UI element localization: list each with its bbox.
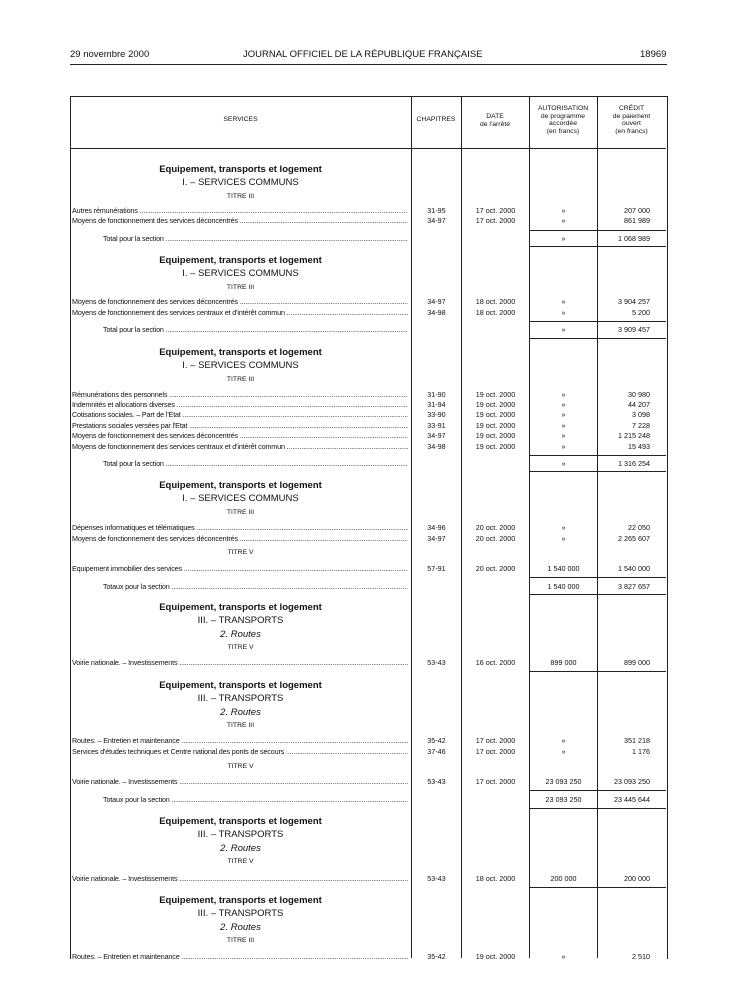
section-rule	[530, 471, 666, 472]
order-date: 17 oct. 2000	[475, 736, 516, 745]
section-rule	[530, 594, 666, 595]
order-date: 19 oct. 2000	[475, 390, 516, 399]
programme-authorisation: »	[561, 297, 566, 306]
subdivision-heading: 2. Routes	[220, 629, 261, 640]
col-header-services: SERVICES	[223, 116, 258, 123]
header-rule	[70, 64, 667, 65]
total-credit: 3 827 657	[618, 582, 650, 591]
programme-authorisation: »	[561, 421, 566, 430]
section-rule	[530, 671, 666, 672]
subdivision-heading: 2. Routes	[220, 707, 261, 718]
titre-heading: TITRE III	[226, 193, 255, 200]
payment-credit: 351 218	[624, 736, 650, 745]
order-date: 20 oct. 2000	[475, 534, 516, 543]
order-date: 16 oct. 2000	[475, 658, 516, 667]
total-credit: 1 068 989	[618, 234, 650, 243]
total-rule	[530, 577, 666, 578]
ministry-heading: Equipement, transports et logement	[159, 480, 322, 491]
journal-title: JOURNAL OFFICIEL DE LA RÉPUBLIQUE FRANÇAISE	[243, 49, 483, 60]
line-label: Prestations sociales versées par l'Etat .....	[72, 421, 408, 431]
programme-authorisation: »	[561, 390, 566, 399]
section-rule	[530, 338, 666, 339]
total-rule	[530, 321, 666, 322]
payment-credit: 200 000	[624, 874, 650, 883]
division-heading: I. – SERVICES COMMUNS	[182, 268, 299, 279]
total-rule	[530, 790, 666, 791]
order-date: 20 oct. 2000	[475, 523, 516, 532]
order-date: 19 oct. 2000	[475, 400, 516, 409]
col-header-chapitres: CHAPITRES	[416, 116, 456, 123]
payment-credit: 15 493	[628, 442, 650, 451]
chapter-number: 35-42	[427, 736, 446, 745]
col-header-date-line: DATE	[486, 113, 504, 120]
col-header-credit-line: ouvert	[622, 120, 641, 128]
order-date: 19 oct. 2000	[475, 410, 516, 419]
chapter-number: 34-97	[427, 431, 446, 440]
titre-heading: TITRE III	[226, 722, 255, 729]
programme-authorisation: »	[561, 431, 566, 440]
total-label: Total pour la section .....	[103, 459, 408, 469]
division-heading: I. – SERVICES COMMUNS	[182, 360, 299, 371]
programme-authorisation: »	[561, 534, 566, 543]
payment-credit: 1 215 248	[618, 431, 650, 440]
division-heading: III. – TRANSPORTS	[197, 615, 284, 626]
payment-credit: 3 904 257	[618, 297, 650, 306]
total-credit: 23 445 644	[614, 795, 650, 804]
chapter-number: 34-98	[427, 442, 446, 451]
chapter-number: 34-97	[427, 297, 446, 306]
chapter-number: 34-97	[427, 216, 446, 225]
payment-credit: 861 989	[624, 216, 650, 225]
col-header-autorisation-line: de programme	[540, 112, 586, 120]
titre-heading: TITRE III	[226, 284, 255, 291]
order-date: 17 oct. 2000	[475, 747, 516, 756]
titre-heading: TITRE III	[226, 376, 255, 383]
line-label: Routes. – Entretien et maintenance .....	[72, 952, 408, 962]
ministry-heading: Equipement, transports et logement	[159, 895, 322, 906]
payment-credit: 2 510	[632, 952, 650, 961]
order-date: 17 oct. 2000	[475, 216, 516, 225]
order-date: 19 oct. 2000	[475, 431, 516, 440]
chapter-number: 53-43	[427, 874, 446, 883]
total-credit: 1 316 254	[618, 459, 650, 468]
titre-heading: TITRE III	[226, 937, 255, 944]
programme-authorisation: 1 540 000	[547, 564, 580, 573]
ministry-heading: Equipement, transports et logement	[159, 602, 322, 613]
total-rule	[530, 455, 666, 456]
programme-authorisation: 899 000	[550, 658, 577, 667]
chapter-number: 53-43	[427, 658, 446, 667]
total-label: Totaux pour la section .....	[103, 582, 408, 592]
col-header-autorisation-line: accordée	[549, 120, 577, 128]
chapter-number: 31-95	[427, 206, 446, 215]
line-label: Indemnités et allocations diverses .....	[72, 400, 408, 410]
line-label: Cotisations sociales. – Part de l'Etat .....	[72, 410, 408, 420]
chapter-number: 37-46	[427, 747, 446, 756]
payment-credit: 30 980	[628, 390, 650, 399]
section-rule	[530, 808, 666, 809]
chapter-number: 33-91	[427, 421, 446, 430]
titre-heading: TITRE V	[227, 644, 254, 651]
payment-credit: 44 207	[628, 400, 650, 409]
order-date: 19 oct. 2000	[475, 952, 516, 961]
line-label: Moyens de fonctionnement des services déconcentrés .....	[72, 534, 408, 544]
col-header-credit-line: CRÉDIT	[618, 105, 645, 112]
payment-credit: 23 093 250	[614, 777, 650, 786]
col-header-date	[461, 113, 529, 128]
payment-credit: 1 176	[632, 747, 650, 756]
line-label: Equipement immobilier des services .....	[72, 564, 408, 574]
col-header-credit	[597, 105, 666, 135]
order-date: 18 oct. 2000	[475, 297, 516, 306]
line-label: Autres rémunérations .....	[72, 206, 408, 216]
payment-credit: 3 098	[632, 410, 650, 419]
subdivision-heading: 2. Routes	[220, 843, 261, 854]
total-authorisation: »	[561, 234, 566, 243]
total-authorisation: 1 540 000	[547, 582, 580, 591]
page-number: 18969	[640, 49, 667, 60]
programme-authorisation: »	[561, 400, 566, 409]
titre-heading: TITRE III	[226, 509, 255, 516]
section-rule	[530, 887, 666, 888]
programme-authorisation: »	[561, 736, 566, 745]
titre-heading: TITRE V	[227, 549, 254, 556]
programme-authorisation: »	[561, 747, 566, 756]
line-label: Moyens de fonctionnement des services centraux et d'intérêt commun .....	[72, 442, 408, 452]
subdivision-heading: 2. Routes	[220, 922, 261, 933]
total-credit: 3 909 457	[618, 325, 650, 334]
total-rule	[530, 230, 666, 231]
line-label: Moyens de fonctionnement des services déconcentrés .....	[72, 431, 408, 441]
header-row-rule	[70, 148, 666, 149]
col-header-autorisation-line: (en francs)	[546, 127, 580, 135]
line-label: Voirie nationale. – Investissements .....	[72, 658, 408, 668]
line-label: Moyens de fonctionnement des services déconcentrés .....	[72, 216, 408, 226]
payment-credit: 207 000	[624, 206, 650, 215]
total-label: Totaux pour la section .....	[103, 795, 408, 805]
order-date: 18 oct. 2000	[475, 874, 516, 883]
programme-authorisation: »	[561, 523, 566, 532]
total-authorisation: 23 093 250	[545, 795, 582, 804]
payment-credit: 1 540 000	[618, 564, 650, 573]
order-date: 19 oct. 2000	[475, 442, 516, 451]
order-date: 17 oct. 2000	[475, 777, 516, 786]
total-label: Total pour la section .....	[103, 234, 408, 244]
order-date: 17 oct. 2000	[475, 206, 516, 215]
col-header-autorisation-line: AUTORISATION	[537, 105, 589, 112]
total-authorisation: »	[561, 459, 566, 468]
payment-credit: 22 050	[628, 523, 650, 532]
programme-authorisation: »	[561, 308, 566, 317]
order-date: 20 oct. 2000	[475, 564, 516, 573]
division-heading: I. – SERVICES COMMUNS	[182, 177, 299, 188]
chapter-number: 53-43	[427, 777, 446, 786]
chapter-number: 34-97	[427, 534, 446, 543]
order-date: 19 oct. 2000	[475, 421, 516, 430]
payment-credit: 7 228	[632, 421, 650, 430]
col-header-credit-line: (en francs)	[615, 127, 648, 135]
chapter-number: 35-42	[427, 952, 446, 961]
chapter-number: 34-96	[427, 523, 446, 532]
programme-authorisation: »	[561, 442, 566, 451]
line-label: Voirie nationale. – Investissements .....	[72, 874, 408, 884]
line-label: Dépenses informatiques et télématiques .....	[72, 523, 408, 533]
line-label: Routes. – Entretien et maintenance .....	[72, 736, 408, 746]
division-heading: I. – SERVICES COMMUNS	[182, 493, 299, 504]
order-date: 18 oct. 2000	[475, 308, 516, 317]
section-rule	[530, 246, 666, 247]
division-heading: III. – TRANSPORTS	[197, 693, 284, 704]
ministry-heading: Equipement, transports et logement	[159, 164, 322, 175]
division-heading: III. – TRANSPORTS	[197, 908, 284, 919]
header-date: 29 novembre 2000	[70, 49, 150, 60]
col-header-autorisation	[529, 105, 597, 135]
payment-credit: 2 265 607	[618, 534, 650, 543]
line-label: Moyens de fonctionnement des services déconcentrés .....	[72, 297, 408, 307]
programme-authorisation: 23 093 250	[545, 777, 582, 786]
chapter-number: 31-90	[427, 390, 446, 399]
programme-authorisation: »	[561, 952, 566, 961]
division-heading: III. – TRANSPORTS	[197, 829, 284, 840]
programme-authorisation: 200 000	[550, 874, 577, 883]
ministry-heading: Equipement, transports et logement	[159, 680, 322, 691]
chapter-number: 31-94	[427, 400, 446, 409]
titre-heading: TITRE V	[227, 763, 254, 770]
line-label: Rémunérations des personnels .....	[72, 390, 408, 400]
chapter-number: 34-98	[427, 308, 446, 317]
line-label: Voirie nationale. – Investissements .....	[72, 777, 408, 787]
ministry-heading: Equipement, transports et logement	[159, 255, 322, 266]
ministry-heading: Equipement, transports et logement	[159, 347, 322, 358]
titre-heading: TITRE V	[227, 858, 254, 865]
chapter-number: 57-91	[427, 564, 446, 573]
payment-credit: 5 200	[632, 308, 650, 317]
col-header-date-line: de l'arrêté	[479, 120, 510, 128]
col-header-credit-line: de paiement	[612, 112, 651, 120]
total-authorisation: »	[561, 325, 566, 334]
line-label: Services d'études techniques et Centre national des ponts de secours .....	[72, 747, 408, 757]
chapter-number: 33-90	[427, 410, 446, 419]
programme-authorisation: »	[561, 216, 566, 225]
programme-authorisation: »	[561, 410, 566, 419]
programme-authorisation: »	[561, 206, 566, 215]
payment-credit: 899 000	[624, 658, 650, 667]
ministry-heading: Equipement, transports et logement	[159, 816, 322, 827]
line-label: Moyens de fonctionnement des services centraux et d'intérêt commun .....	[72, 308, 408, 318]
total-label: Total pour la section .....	[103, 325, 408, 335]
